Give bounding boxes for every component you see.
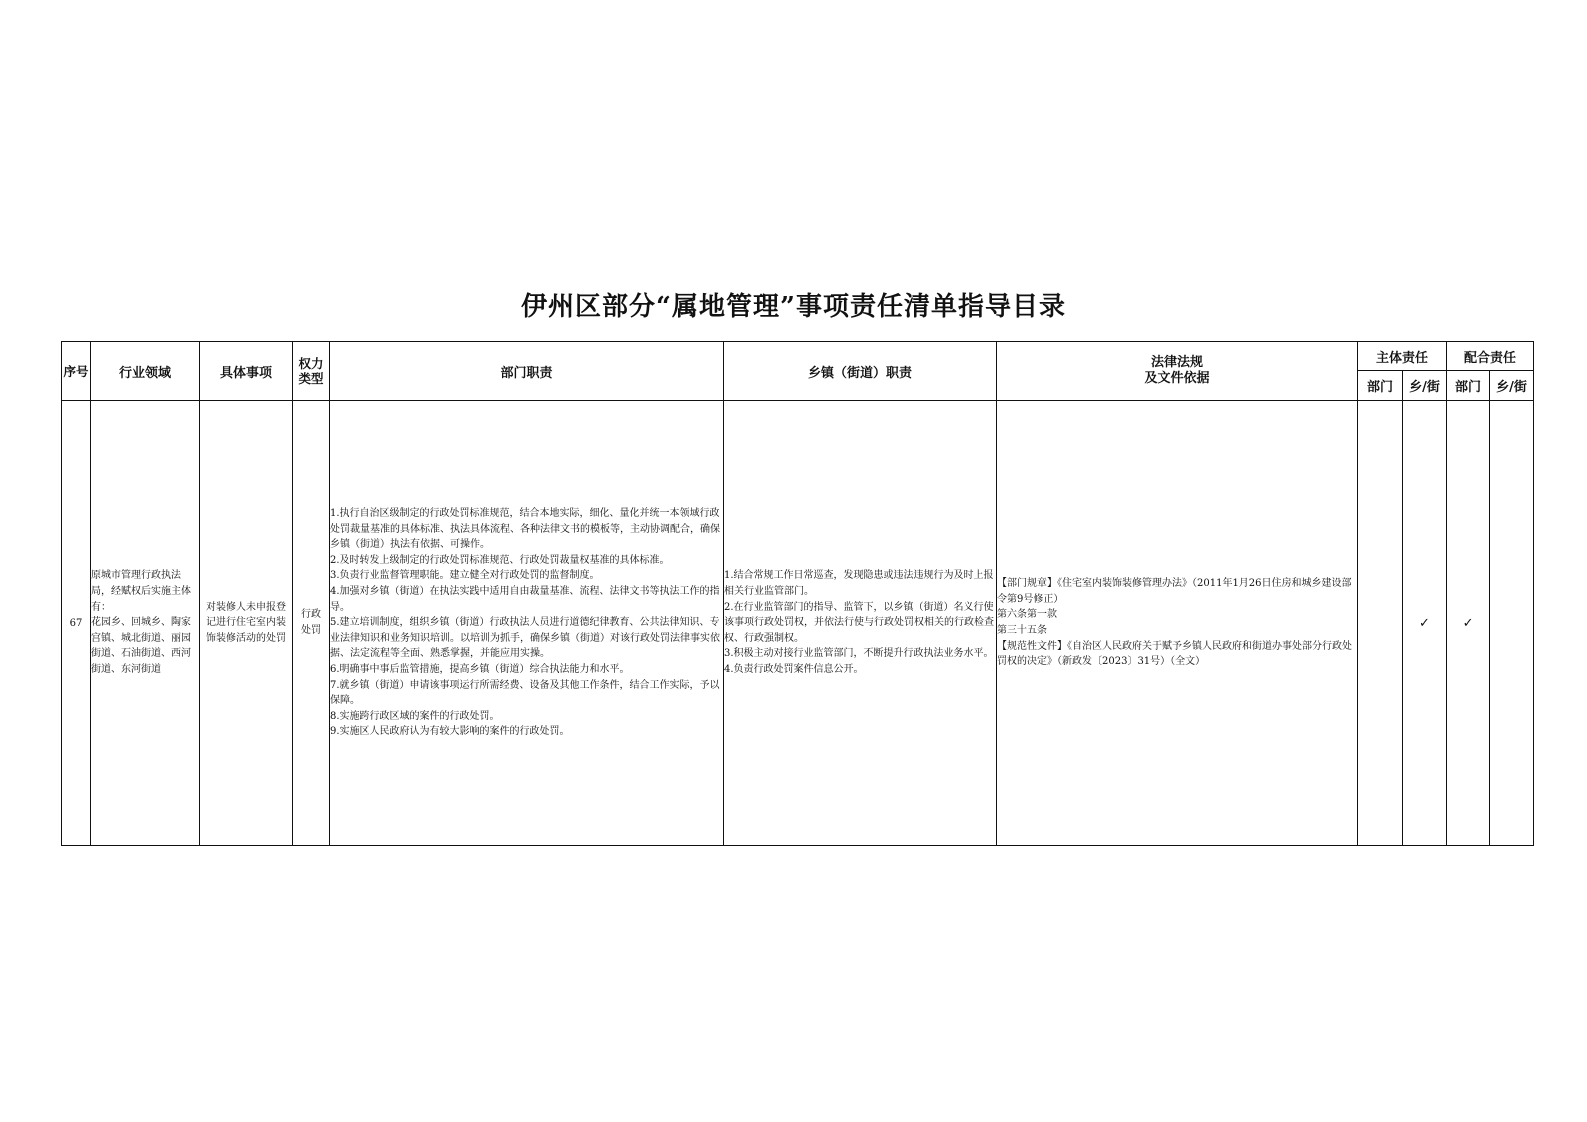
page-title: 伊州区部分“属地管理”事项责任清单指导目录	[521, 292, 1066, 322]
header-power-type: 权力类型	[293, 342, 330, 401]
cell-power-type: 行政处罚	[293, 401, 330, 846]
header-coop-resp: 配合责任	[1447, 342, 1534, 371]
header-main-town: 乡/街	[1403, 371, 1447, 401]
header-town-duty: 乡镇（街道）职责	[724, 342, 997, 401]
cell-dept-duty: 1.执行自治区级制定的行政处罚标准规范，结合本地实际，细化、量化并统一本领域行政处罚裁量基准的具体标准、执法具体流程、各种法律文书的模板等，主动协调配合，确保乡镇（街道）执法有依据、可操作。 2.及时转发上级制定的行政处罚标准规范、行政处罚裁量权基准的具体标准。 3.负责行业监督管理职能。建立健全对行政处罚的监督制度。 4.加强对乡镇（街道）在执法实践中适用自由裁量基准、流程、法律文书等执法工作的指导。 5.建立培训制度，组织乡镇（街道）行政执法人员进行道德纪律教育、公共法律知识、专业法律知识和业务知识培训。以培训为抓手，确保乡镇（街道）对该行政处罚法律事实依据、法定流程等全面、熟悉掌握，并能应用实操。 6.明确事中事后监管措施，提高乡镇（街道）综合执法能力和水平。 7.就乡镇（街道）申请该事项运行所需经费、设备及其他工作条件，结合工作实际，予以保障。 8.实施跨行政区域的案件的行政处罚。 9.实施区人民政府认为有较大影响的案件的行政处罚。	[330, 401, 724, 846]
header-coop-dept: 部门	[1447, 371, 1490, 401]
header-main-resp: 主体责任	[1358, 342, 1447, 371]
cell-industry: 原城市管理行政执法局，经赋权后实施主体有： 花园乡、回城乡、陶家宫镇、城北街道、丽园街道、石油街道、西河街道、东河街道	[91, 401, 200, 846]
cell-main-town: ✓	[1403, 401, 1447, 846]
responsibility-table	[61, 341, 1534, 846]
cell-coop-town	[1490, 401, 1534, 846]
header-row	[62, 342, 1534, 371]
cell-coop-dept: ✓	[1447, 401, 1490, 846]
header-main-dept: 部门	[1358, 371, 1403, 401]
header-law: 法律法规 及文件依据	[997, 342, 1358, 401]
header-coop-town: 乡/街	[1490, 371, 1534, 401]
header-industry: 行业领域	[91, 342, 200, 401]
table-row	[62, 401, 1534, 846]
cell-seq: 67	[62, 401, 91, 846]
cell-main-dept	[1358, 401, 1403, 846]
header-dept-duty: 部门职责	[330, 342, 724, 401]
cell-law: 【部门规章】《住宅室内装饰装修管理办法》（2011年1月26日住房和城乡建设部令第9号修正） 第六条第一款 第三十五条 【规范性文件】《自治区人民政府关于赋予乡镇人民政府和街道办事处部分行政处罚权的决定》（新政发〔2023〕31号）（全文）	[997, 401, 1358, 846]
cell-item: 对装修人未申报登记进行住宅室内装饰装修活动的处罚	[200, 401, 293, 846]
header-seq: 序号	[62, 342, 91, 401]
header-item: 具体事项	[200, 342, 293, 401]
cell-town-duty: 1.结合常规工作日常巡查，发现隐患或违法违规行为及时上报相关行业监管部门。 2.在行业监管部门的指导、监管下，以乡镇（街道）名义行使该事项行政处罚权，并依法行使与行政处罚权相关的行政检查权、行政强制权。 3.积极主动对接行业监管部门，不断提升行政执法业务水平。 4.负责行政处罚案件信息公开。	[724, 401, 997, 846]
